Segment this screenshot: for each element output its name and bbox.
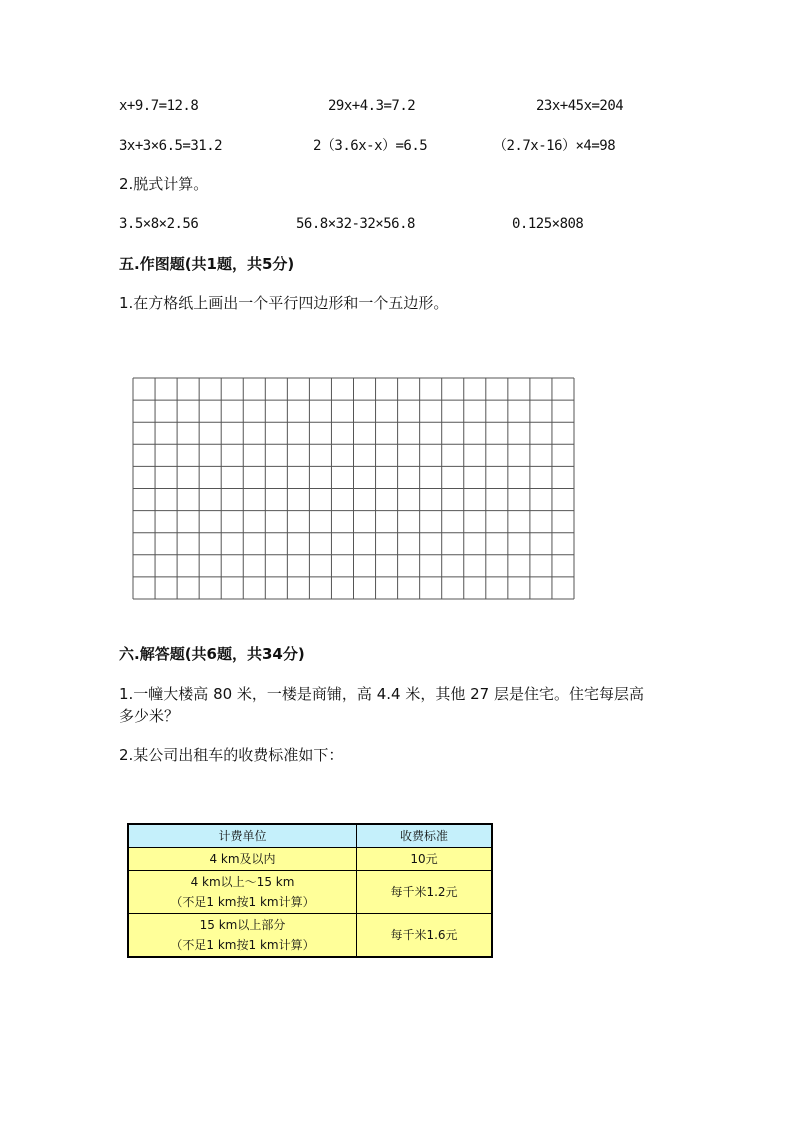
equation: 3x+3×6.5=31.2 (119, 138, 223, 154)
equation: （2.7x-16）×4=98 (493, 138, 616, 154)
equation: 29x+4.3=7.2 (328, 98, 416, 114)
unit-text: 4 km及以内 (209, 852, 276, 866)
table-header-row (128, 824, 492, 848)
calc-expression: 3.5×8×2.56 (119, 216, 199, 232)
question-text-continued: 多少米？ (119, 707, 180, 725)
unit-note: （不足1 km按1 km计算） (170, 895, 315, 909)
unit-text: 4 km以上～15 km (190, 875, 295, 889)
table-row (128, 848, 492, 871)
table-header: 计费单位 (128, 824, 357, 848)
question-text: 1.一幢大楼高 80 米，一楼是商铺，高 4.4 米，其他 27 层是住宅。住宅每层高 (119, 685, 644, 703)
unit-note: （不足1 km按1 km计算） (170, 938, 315, 952)
equation: 23x+45x=204 (536, 98, 624, 114)
table-cell-fee: 每千米1.6元 (357, 914, 493, 958)
equation: 2（3.6x-x）=6.5 (313, 138, 428, 154)
table-row (128, 914, 492, 958)
question-text: 2.某公司出租车的收费标准如下： (119, 746, 344, 764)
calc-expression: 0.125×808 (512, 216, 584, 232)
table-cell-unit (128, 871, 357, 914)
unit-text: 15 km以上部分 (199, 918, 286, 932)
equation: x+9.7=12.8 (119, 98, 199, 114)
table-row (128, 871, 492, 914)
table-header: 收费标准 (357, 824, 493, 848)
table-cell-fee: 10元 (357, 848, 493, 871)
question-label: 2.脱式计算。 (119, 175, 209, 193)
calc-expression: 56.8×32-32×56.8 (296, 216, 415, 232)
graph-paper-grid (132, 377, 575, 600)
taxi-fee-table (127, 823, 493, 958)
question-text: 1.在方格纸上画出一个平行四边形和一个五边形。 (119, 294, 449, 312)
table-cell-unit (128, 914, 357, 958)
section-heading: 六.解答题(共6题，共34分) (119, 645, 305, 663)
table-cell-unit (128, 848, 357, 871)
section-heading: 五.作图题(共1题，共5分) (119, 255, 295, 273)
table-cell-fee: 每千米1.2元 (357, 871, 493, 914)
